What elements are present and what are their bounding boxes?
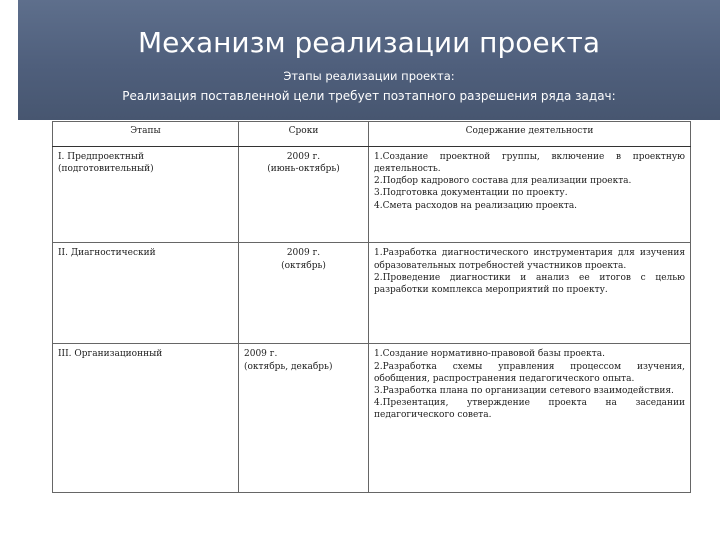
content-item: 3.Подготовка документации по проекту. bbox=[374, 188, 568, 199]
table-header-row bbox=[53, 122, 691, 147]
term-year: 2009 г. bbox=[244, 349, 278, 360]
content-item: 1.Создание нормативно-правовой базы проекта. bbox=[374, 349, 605, 360]
slide-subtitle: Этапы реализации проекта: bbox=[283, 69, 455, 83]
content-cell bbox=[369, 344, 691, 493]
term-cell bbox=[239, 243, 369, 344]
term-period: (октябрь) bbox=[281, 260, 326, 271]
term-cell bbox=[239, 344, 369, 493]
table-row bbox=[53, 147, 691, 243]
term-year: 2009 г. bbox=[286, 152, 321, 162]
content-cell bbox=[369, 243, 691, 344]
stage-cell bbox=[53, 243, 239, 344]
stage-cell bbox=[53, 344, 239, 493]
content-item: 4.Презентация, утверждение проекта на заседании педагогического совета. bbox=[374, 397, 685, 421]
header-stages: Этапы bbox=[53, 122, 239, 147]
header-content: Содержание деятельности bbox=[369, 122, 691, 147]
content-item: 1.Разработка диагностического инструментария для изучения образовательных потребностей участников проекта. bbox=[374, 248, 685, 271]
stage-name: II. Диагностический bbox=[58, 248, 156, 259]
content-item: 2.Разработка схемы управления процессом изучения, обобщения, распространения педагогического опыта. bbox=[374, 361, 685, 384]
content-item: 2.Подбор кадрового состава для реализации проекта. bbox=[374, 176, 632, 187]
term-period: (июнь-октябрь) bbox=[267, 164, 340, 175]
stages-table bbox=[52, 121, 691, 493]
term-cell bbox=[239, 147, 369, 243]
slide-title: Механизм реализации проекта bbox=[138, 26, 600, 59]
content-item: 1.Создание проектной группы, включение в проектную деятельность. bbox=[374, 152, 685, 175]
table-row bbox=[53, 243, 691, 344]
title-banner bbox=[18, 0, 720, 120]
term-year: 2009 г. bbox=[286, 248, 321, 259]
stage-name: III. Организационный bbox=[58, 349, 163, 360]
content-item: 4.Смета расходов на реализацию проекта. bbox=[374, 200, 578, 211]
slide-description: Реализация поставленной цели требует поэтапного разрешения ряда задач: bbox=[122, 89, 616, 103]
content-cell bbox=[369, 147, 691, 243]
term-period: (октябрь, декабрь) bbox=[244, 361, 333, 372]
content-item: 3.Разработка плана по организации сетевого взаимодействия. bbox=[374, 385, 674, 396]
stage-name-note: (подготовительный) bbox=[58, 164, 154, 175]
stage-cell bbox=[53, 147, 239, 243]
table-row bbox=[53, 344, 691, 493]
stage-name: I. Предпроектный bbox=[58, 152, 145, 162]
content-item: 2.Проведение диагностики и анализ ее итогов с целью разработки комплекса мероприятий по проекту. bbox=[374, 272, 685, 295]
header-terms: Сроки bbox=[239, 122, 369, 147]
